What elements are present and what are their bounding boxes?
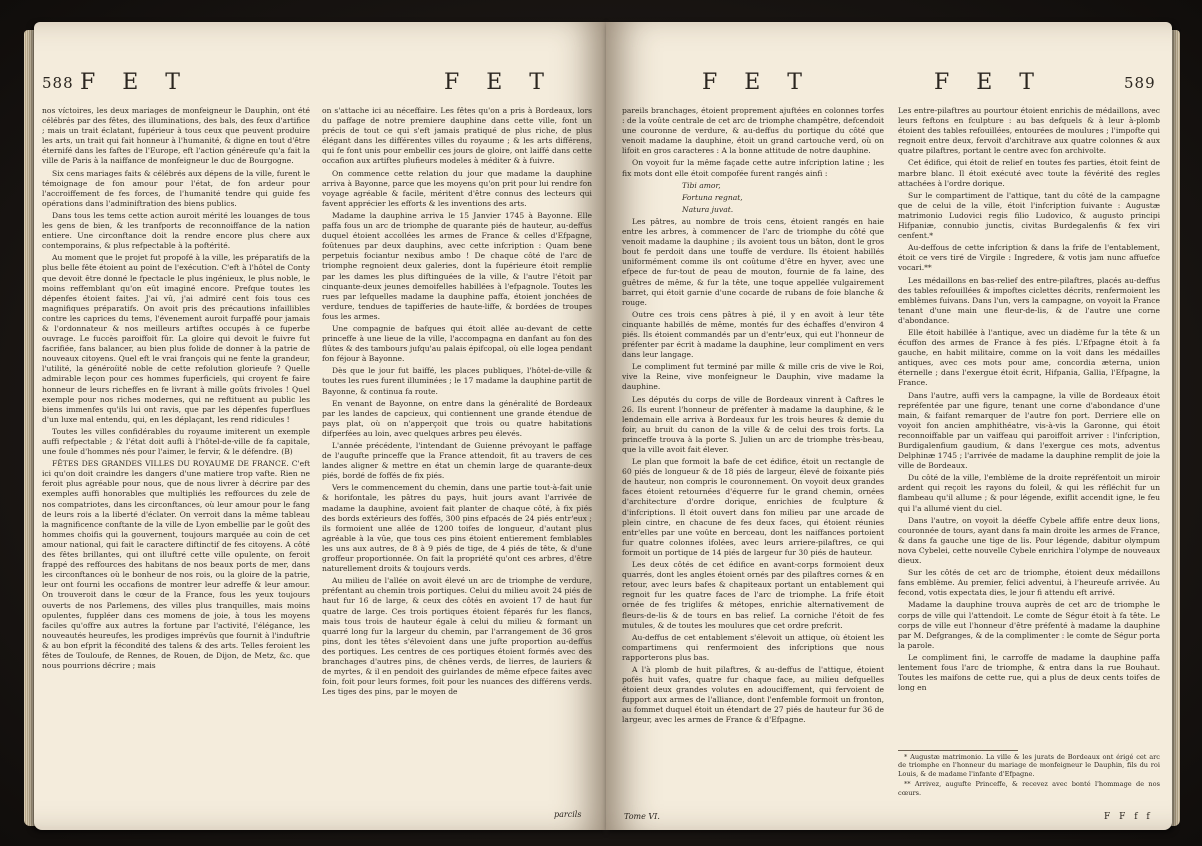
- running-head-right-a: F E T: [702, 70, 812, 95]
- verse-line: Fortuna regnat,: [682, 192, 743, 202]
- paragraph: En venant de Bayonne, on entre dans la généralité de Bordeaux par les landes de capcieux, qui contiennent une grande étendue de pays plat, où on n'apperçoit que trois ou quatre habitations difperfées au loin, avec quelques arbres peu élevés.: [322, 398, 592, 438]
- paragraph: Le plan que formoit la bafe de cet édifice, étoit un rectangle de 60 piés de longueur & de 18 piés de largeur, élevé de foixante piés de hauteur, non compris le couronnement. On voyoit deux grandes faces étoient retournées d'équerre fur le grand chemin, ornées d'architecture d'ordre dorique, enrichies de fculpture & d'infcriptions. Il étoit ouvert dans fon milieu par une arcade de plein cintre, en chacune de fes deux faces, qui étoient réunies entr'elles par une voûte en berceau, dont les naiffances portoient fur quatre colonnes ifolées, avec leurs arriere-pilaftres, ce qui formoit un portique de 14 piés de largeur fur 30 piés de hauteur.: [622, 457, 884, 557]
- left-column-1: [42, 106, 310, 806]
- running-head-right-b: F E T: [934, 70, 1044, 95]
- paragraph: Au-deffus de cet entablement s'élevoit un attique, où étoient les compartimens qui renfermoient des infcriptions que nous rapporterons plus bas.: [622, 632, 884, 662]
- paragraph: On voyoit fur la même façade cette autre infcription latine ; les fix mots dont elle étoit compofée furent rangés ainfi :: [622, 158, 884, 178]
- paragraph: on s'attache ici au néceffaire. Les fêtes qu'on a pris à Bordeaux, lors du paffage de notre premiere dauphine dans cette ville, font un précis de tout ce qui s'eft jamais pratiqué de plus riche, de plus élégant dans les différentes villes du royaume ; & les arts différens, qui fe font unis pour embellir ces jours de gloire, ont laiffé dans cette occafion aux artiftes plufieurs modeles à méditer & à fuivre.: [322, 106, 592, 166]
- paragraph: Au moment que le projet fut propofé à la ville, les préparatifs de la plus belle fête étoient au point de l'exécution. C'eft à l'hôtel de Conty que devoit être donné le fpectacle le plus ingénieux, le plus noble, le moins reffemblant qu'on eût imaginé encore. Prefque toutes les dépenfes étoient faites. J'ai vû, j'ai admiré cent fois tous ces magnifiques préparatifs. On avoit pris des précautions infaillibles contre les caprices du tems, l'évenement auroit furpaffé pour jamais & l'ordonnateur & nos meilleurs artiftes occupés à ce fuperbe ouvrage. Le fuccès paroiffoit fûr. La gloire qui devoit le fuivre fut facrifiée, fans balancer, au bien plus folide de donner à la patrie de nouveaux citoyens. Quel eft le vrai françois qui ne fente la grandeur, l'utilité, la généroíité noble de cette refolution glorieufe ? Quelle admirable leçon pour ces hommes fuperficiels, qui croyent fe faire honneur de leurs richeffes en fe livrant à mille goûts frivoles ! Quel exemple pour nos riches modernes, qui ne reftituent au public les biens immenfes qu'ils lui ont ravis, que par les dépenfes fuperflues d'un luxe mal entendu, qui, en les déplaçant, les rend ridicules !: [42, 253, 310, 424]
- paragraph: pareils branchages, étoient proprement ajuftées en colonnes torfes : de la voûte centrale de cet arc de triomphe champêtre, defcendoit une couronne de verdure, & au-deffus du portique du côté que venoit madame la dauphine, étoit un grand cartouche verd, où on lifoit en gros caracteres : A la bonne attitude de notre dauphine.: [622, 106, 884, 156]
- paragraph: Sur le compartiment de l'attique, tant du côté de la campagne que de celui de la ville, étoit l'infcription fuivante : Augustæ matrimonio Ludovici regis filio Ludovico, & augusto principi Hifpaniæ, connubio junctis, civitas Burdegalenfis & fex viri cenfent.*: [898, 190, 1160, 241]
- volume-label: Tome VI.: [624, 812, 660, 821]
- signature-mark: F F f f: [1104, 812, 1153, 822]
- footnote: ** Arrivez, augufte Princeffe, & recevez avec bonté l'hommage de nos cœurs.: [898, 780, 1160, 797]
- paragraph: Dès que le jour fut baiffé, les places publiques, l'hôtel-de-ville & toutes les rues furent illuminées ; le 17 madame la dauphine partit de Bayonne, & continua fa route.: [322, 366, 592, 396]
- paragraph: Dans l'autre, auffi vers la campagne, la ville de Bordeaux étoit repréfentée par une figure, tenant une corne d'abondance d'une main, & faifant remarquer de l'autre fon port. Derriere elle on voyoit fon ancien amphithéatre, vis-à-vis la Garonne, qui étoit reconnoiffable par un vaiffeau qui paroiffoit arriver : l'infcription, Burdigalenfium gaudium, & dans l'exergue ces mots, adventus Delphinæ 1745 ; l'arrivée de madame la dauphine remplit de joie la ville de Bordeaux.: [898, 390, 1160, 471]
- verse-line: Tibi amor,: [682, 180, 721, 190]
- page-number-right: 589: [1124, 74, 1156, 92]
- paragraph: Sur les côtés de cet arc de triomphe, étoient deux médaillons fans emblème. Au premier, felici adventui, à l'heureufe arrivée. Au fecond, votis expectata dies, le jour fi attendu eft arrivé.: [898, 568, 1160, 598]
- running-head-left-a: F E T: [80, 70, 190, 95]
- footnotes: [898, 750, 1160, 810]
- left-page: [34, 22, 606, 830]
- paragraph: Au-deffous de cette infcription & dans la frife de l'entablement, étoit ce vers tiré de Virgile : Ingredere, & votis jam nunc affuefce vocari.**: [898, 243, 1160, 273]
- paragraph: Madame la dauphine trouva auprès de cet arc de triomphe le corps de ville qui l'attendoit. Le comte de Ségur étoit à fa tête. Le corps de ville eut l'honneur d'être préfenté à madame la dauphine par M. Defgranges, & de la complimenter : le comte de Ségur porta la parole.: [898, 600, 1160, 650]
- running-head-left-b: F E T: [444, 70, 554, 95]
- paragraph: Outre ces trois cens pâtres à pié, il y en avoit à leur tête cinquante habillés de même, montés fur des échaffes d'environ 4 piés. Ils étoient commandés par un d'entr'eux, qui eut l'honneur de préfenter par écrit à madame la dauphine, leur compliment en vers dans leur langage.: [622, 309, 884, 360]
- paragraph: L'année précédente, l'intendant de Guienne prévoyant le paffage de l'augufte princeffe que la France attendoit, fit au travers de ces landes aligner & mettre en état un chemin large de quarante-deux piés, bordé de foffés de fix piés.: [322, 441, 592, 481]
- page-number-left: 588: [42, 74, 74, 92]
- paragraph: Les pâtres, au nombre de trois cens, étoient rangés en haie entre les arbres, à commencer de l'arc de triomphe du côté que venoit madame la dauphine ; ils avoient tous un bâton, dont le gros bout fe perdoit dans une touffe de verdure. Ils étoient habillés uniformément comme ils ont coûtume d'être en hyver, avec une efpece de fur-tout de peau de mouton, fournie de fa laine, des guêtres de même, & fur la tête, une toque appellée vulgairement barret, qui étoit garnie d'une cocarde de rubans de foie blanche & rouge.: [622, 216, 884, 307]
- paragraph: Dans l'autre, on voyoit la déeffe Cybele affife entre deux lions, couronnée de tours, ayant dans fa main droite les armes de France, & dans fa gauche une tige de lis. Pour légende, dabitur olympum nova Cybelei, cette nouvelle Cybele enrichira l'olympe de nouveaux dieux.: [898, 515, 1160, 566]
- right-column-2: [898, 106, 1160, 748]
- left-column-2: [322, 106, 592, 806]
- footnote: * Augustæ matrimonio. La ville & les jurats de Bordeaux ont érigé cet arc de triomphe en l'honneur du mariage de monfeigneur le Dauphin, fils du roi Louis, & de madame l'infante d'Efpagne.: [898, 753, 1160, 778]
- paragraph: Dans tous les tems cette action auroit mérité les louanges de tous les gens de bien, & les tranfports de reconnoiffance de la nation entiere. Une circonftance doit la rendre encore plus chere aux contemporains, & plus refpectable à la poftérité.: [42, 210, 310, 251]
- paragraph: Cet édifice, qui étoit de relief en toutes fes parties, étoit feint de marbre blanc. Il étoit exécuté avec toute la févérité des regles attachées à l'ordre dorique.: [898, 158, 1160, 188]
- paragraph: Les médaillons en bas-relief des entre-pilaftres, placés au-deffus des tables refouillées & impoftes ciclettes décrits, renfermoient les emblèmes fuivans. Dans l'un, vers la campagne, on voyoit la France tenant d'une main une fleur-de-lis, & de l'autre une corne d'abondance.: [898, 275, 1160, 325]
- paragraph: Toutes les villes confidérables du royaume imiterent un exemple auffi refpectable ; & l'état doit aufli à l'hôtel-de-ville de fa capitale, une foule d'hommes nés pour l'aimer, le fervir, & le défendre. (B): [42, 426, 310, 457]
- paragraph: On commence cette relation du jour que madame la dauphine arriva à Bayonne, parce que les moyens qu'on prit pour lui rendre fon voyage agréable & facile, méritent d'être connus des lecteurs qui favent apprécier les efforts & les inventions des arts.: [322, 168, 592, 208]
- verse-line: Natura juvat.: [682, 204, 734, 214]
- catchword: parcils: [554, 810, 582, 819]
- right-column-1: [622, 106, 884, 806]
- paragraph: Les deux côtés de cet édifice en avant-corps formoient deux quarrés, dont les angles étoient ornés par des pilaftres cornes & en retour, avec leurs bafes & chapiteaux portant un entablement qui regnoit fur les quatre faces de l'arc de triomphe. La frife étoit ornée de fes triglifes & métopes, enrichie alternativement de fleurs-de-lis & de tours en bas relief. La corniche l'étoit de fes mutules, & de toutes les moulures que cet ordre prefcrit.: [622, 560, 884, 630]
- paragraph: Les députés du corps de ville de Bordeaux vinrent à Caftres le 26. Ils eurent l'honneur de préfenter à madame la dauphine, & le lendemain elle arriva à Bordeaux fur les trois heures & demie du foir, au bruit du canon de la ville & de celui des trois forts. La princeffe trouva à la porte S. Julien un arc de triomphe très-beau, que la ville avoit fait élever.: [622, 394, 884, 454]
- paragraph: Du côté de la ville, l'emblème de la droite repréfentoit un miroir ardent qui reçoit les rayons du foleil, & qui les réfléchit fur un flambeau qu'il allume ; & pour légende, exiflit accendit igne, le feu qui l'a allumé vient du ciel.: [898, 473, 1160, 513]
- paragraph: Les entre-pilaftres au pourtour étoient enrichis de médaillons, avec leurs feftons en fculpture : au bas defquels & à leur à-plomb étoient des tables refouillées, entourées de moulures ; l'impofte qui regnoit entre deux, fervoit d'architrave aux quatre colonnes & aux quatre pilaftres, portant le centre avec fon archivolte.: [898, 106, 1160, 156]
- paragraph: Le compliment fut terminé par mille & mille cris de vive le Roi, vive la Reine, vive monfeigneur le Dauphin, vive madame la dauphine.: [622, 362, 884, 392]
- paragraph: A l'à plomb de huit pilaftres, & au-deffus de l'attique, étoient pofés huit vafes, quatre fur chaque face, au milieu defquelles étoient deux grandes volutes en adouciffement, qui fervoient de fupport aux armes de l'alliance, dont l'enfemble formoit un fronton, au fommet duquel étoit un étendart de 27 piés de hauteur fur 36 de largeur, avec les armes de France & d'Efpagne.: [622, 664, 884, 725]
- paragraph: Elle étoit habillée à l'antique, avec un diadème fur la tête & un écuffon des armes de France à fes piés. L'Efpagne étoit à fa gauche, en habit militaire, comme on la voit dans les médailles antiques, avec ces mots pour ame, concordia æterna, union éternelle ; dans l'exergue étoit écrit, Hifpania, Gallia, l'Efpagne, la France.: [898, 327, 1160, 388]
- paragraph: Le compliment fini, le carroffe de madame la dauphine paffa lentement fous l'arc de triomphe, & entra dans la rue Bouhaut. Toutes les maifons de cette rue, qui a plus de deux cents toifes de long en: [898, 652, 1160, 693]
- paragraph: Au milieu de l'allée on avoit élevé un arc de triomphe de verdure, préfentant au chemin trois portiques. Celui du milieu avoit 24 piés de haut fur 16 de large, & ceux des côtés en avoient 17 de haut fur quatre de large. Ces trois portiques étoient féparés fur les flancs, mais tous trois de hauteur égale à celui du milieu & formant un quarré long fur la largeur du chemin, par l'arrangement de 36 gros pins, dont les têtes s'élevoient dans une jufte proportion au-deffus des portiques. Les centres de ces portiques étoient formés avec des branchages d'autres pins, de chênes verds, de lierres, de lauriers & de myrtes, & il en pendoit des guirlandes de même efpece faites avec foin, foit pour leurs formes, foit pour les nuances des différens verds. Les tiges des pins, par le moyen de: [322, 576, 592, 697]
- paragraph: nos víctoires, les deux mariages de monfeigneur le Dauphin, ont été célébrés par des fêtes, des illuminations, des bals, des feux d'artifice ; mais un trait éclatant, fupérieur à tous ceux que peuvent produire les arts, un trait qui fait honneur à l'humanité, & digne en tout d'être éternifé dans les faftes de l'Europe, eft l'action généreufe qu'a fait la ville de Paris à la naiffance de monfeigneur le duc de Bourgogne.: [42, 106, 310, 166]
- paragraph: Une compagnie de bafques qui étoit allée au-devant de cette princeffe à une lieue de la ville, l'accompagna en danfant au fon des flûtes & des tambours jufqu'au palais épifcopal, où elle logea pendant fon féjour à Bayonne.: [322, 323, 592, 364]
- paragraph: FÊTES DES GRANDES VILLES DU ROYAUME DE FRANCE. C'eft ici qu'on doit craindre les dangers d'une matiere trop vafte. Rien ne feroit plus agréable pour nous, que de nous livrer à décrire par des exemples auffi honorables que multipliés les reffources du zele de nos compatriotes, dans les circonftances, où leur amour pour le fang de leurs rois a la liberté d'éclater. On verroit dans la même tableau la magnificence conftante de la ville de Lyon embellie par le goût des hommes choifis qui la gouvernent, toujours marquée au coin de cet amour national, qui fait le caractere diftinctif de fes citoyens. A côté des fêtes brillantes, qui ont illuftré cette ville opulente, on feroit frappé des reffources des habitans de nos beaux ports de mer, dans les circonftances où le bonheur de nos rois, ou la gloire de la patrie, leur ont fourni les occafions de montrer leur adreffe & leur amour. On trouveroit dans le cœur de la France, fous les yeux toujours ouverts de nos Parlemens, des villes plus tranquilles, mais moins opulentes, fuppléer dans ces momens de joie, à tous les moyens faciles qu'offre aux autres la fortune par l'activité, l'élégance, les nouveautés heureufes, les prodiges imprévûs que fournit à l'induftrie & au bon efprit la fécondité des talens & des arts. Telles feroient les fêtes de Touloufe, de Rennes, de Rouen, de Dijon, de Metz, &c. que nous pourrions décrire ; mais: [42, 459, 310, 671]
- footnote-rule: [898, 750, 1018, 751]
- paragraph: Six cens mariages faits & célébrés aux dépens de la ville, furent le témoignage de fon amour pour l'état, de fon ardeur pour l'accroiffement de fes forces, de l'humanité tendre qui guide fes opérations dans l'adminiftration des biens publics.: [42, 168, 310, 208]
- right-page: [606, 22, 1172, 830]
- paragraph: Madame la dauphine arriva le 15 Janvier 1745 à Bayonne. Elle paffa fous un arc de triomphe de quarante piés de hauteur, au-deffus duquel étoient accollées les armes de France & celles d'Efpagne, foûtenues par deux dauphins, avec cette infcription : Quam bene perpetuis fociantur nexibus ambo ! De chaque côté de l'arc de triomphe regnoient deux galeries, dont la fupérieure étoit remplie par les dames les plus diftinguées de la ville, & l'autre l'étoit par cinquante-deux jeunes demoifelles habillées à l'efpagnole. Toutes les rues par lefquelles madame la dauphine paffa, étoient jonchées de verdure, tendues de tapifferies de haute-liffe, & bordées de troupes fous les armes.: [322, 210, 592, 321]
- paragraph: Vers le commencement du chemin, dans une partie tout-à-fait unie & horifontale, les pâtres du pays, huit jours avant l'arrivée de madame la dauphine, avoient fait planter de chaque côté, à fix piés des bords extérieurs des foffés, 300 pins efpacés de 24 piés entr'eux ; ils formoient une allée de 1200 toifes de longueur, d'autant plus agréable à la vûe, que tous ces pins étoient entierement femblables les uns aux autres, de 8 à 9 piés de tige, de 4 piés de tête, & d'une groffeur proportionnée. On fait la propriété qu'ont ces arbres, d'être naturellement droits & toujours verds.: [322, 483, 592, 574]
